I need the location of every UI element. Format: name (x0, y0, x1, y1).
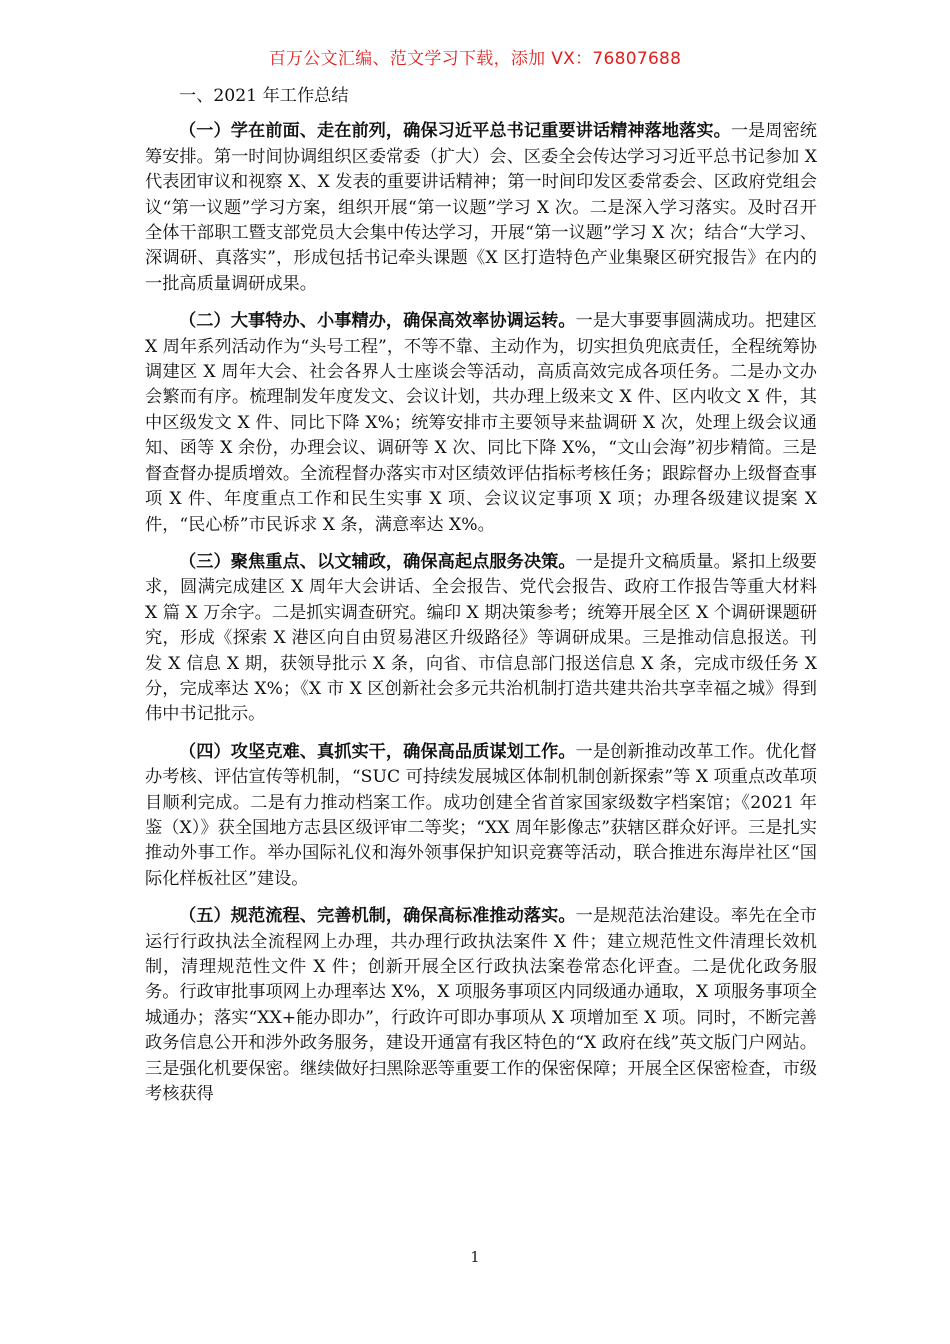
paragraph-1 (145, 119, 817, 297)
paragraph-4 (145, 740, 817, 892)
paragraph-2-text: 一是大事要事圆满成功。把建区 X 周年系列活动作为“头号工程”，不等不靠、主动作为，切实担负兜底责任，全程统筹协调建区 X 周年大会、社会各界人士座谈会等活动，高质高效完成各项任务。二是办文办会繁而有序。梳理制发年度发文、会议计划，共办理上级来文 X 件、区内收文 X 件，其中区级发文 X 件、同比下降 X%；统筹安排市主要领导来盐调研 X 次，处理上级会议通知、函等 X 余份，办理会议、调研等 X 次、同比下降 X%，“文山会海”初步精简。三是督查督办提质增效。全流程督办落实市对区绩效评估指标考核任务；跟踪督办上级督查事项 X 件、年度重点工作和民生实事 X 项、会议议定事项 X 项；办理各级建议提案 X 件，“民心桥”市民诉求 X 条，满意率达 X%。 (145, 311, 817, 535)
paragraph-1-heading: （一）学在前面、走在前列，确保习近平总书记重要讲话精神落地落实。 (179, 121, 731, 142)
paragraph-4-text: 一是创新推动改革工作。优化督办考核、评估宣传等机制，“SUC 可持续发展城区体制机制创新探索”等 X 项重点改革项目顺利完成。二是有力推动档案工作。成功创建全省首家国家级数字档案馆；《2021 年鉴（X）》获全国地方志县区级评审二等奖；“XX 周年影像志”获辖区群众好评。三是扎实推动外事工作。举办国际礼仪和海外领事保护知识竞赛等活动，联合推进东海岸社区“国际化样板社区”建设。 (145, 741, 817, 889)
download-promo-header: 百万公文汇编、范文学习下载，添加 VX：76807688 (268, 49, 682, 69)
paragraph-2 (145, 309, 817, 538)
paragraph-5-text: 一是规范法治建设。率先在全市运行行政执法全流程网上办理，共办理行政执法案件 X 件；建立规范性文件清理长效机制，清理规范性文件 X 件；创新开展全区行政执法案卷常态化评查。二是优化政务服务。行政审批事项网上办理率达 X%，X 项服务事项区内同级通办通取，X 项服务事项全城通办；落实“XX+能办即办”，行政许可即办事项从 X 项增加至 X 项。同时，不断完善政务信息公开和涉外政务服务，建设开通富有我区特色的“X 政府在线”英文版门户网站。三是强化机要保密。继续做好扫黑除恶等重要工作的保密保障；开展全区保密检查，市级考核获得 (145, 906, 817, 1105)
paragraph-2-heading: （二）大事特办、小事精办，确保高效率协调运转。 (179, 311, 576, 332)
page-number: 1 (470, 1248, 480, 1266)
section-title: 一、2021 年工作总结 (179, 86, 349, 106)
paragraph-5-heading: （五）规范流程、完善机制，确保高标准推动落实。 (179, 906, 576, 927)
document-body (145, 84, 817, 1119)
paragraph-3 (145, 550, 817, 728)
paragraph-5 (145, 904, 817, 1107)
paragraph-3-text: 一是提升文稿质量。紧扣上级要求，圆满完成建区 X 周年大会讲话、全会报告、党代会报告、政府工作报告等重大材料 X 篇 X 万余字。二是抓实调查研究。编印 X 期决策参考；统筹开展全区 X 个调研课题研究，形成《探索 X 港区向自由贸易港区升级路径》等调研成果。三是推动信息报送。刊发 X 信息 X 期，获领导批示 X 条，向省、市信息部门报送信息 X 条，完成市级任务 X 分，完成率达 X%；《X 市 X 区创新社会多元共治机制打造共建共治共享幸福之城》得到伟中书记批示。 (145, 551, 817, 725)
paragraph-3-heading: （三）聚焦重点、以文辅政，确保高起点服务决策。 (179, 551, 576, 572)
paragraph-4-heading: （四）攻坚克难、真抓实干，确保高品质谋划工作。 (179, 741, 576, 762)
paragraph-1-text: 一是周密统筹安排。第一时间协调组织区委常委（扩大）会、区委全会传达学习习近平总书记参加 X 代表团审议和视察 X、X 发表的重要讲话精神；第一时间印发区委常委会、区政府党组会议“第一议题”学习方案，组织开展“第一议题”学习 X 次。二是深入学习落实。及时召开全体干部职工暨支部党员大会集中传达学习，开展“第一议题”学习 X 次；结合“大学习、深调研、真落实”，形成包括书记牵头课题《X 区打造特色产业集聚区研究报告》在内的一批高质量调研成果。 (145, 121, 817, 294)
